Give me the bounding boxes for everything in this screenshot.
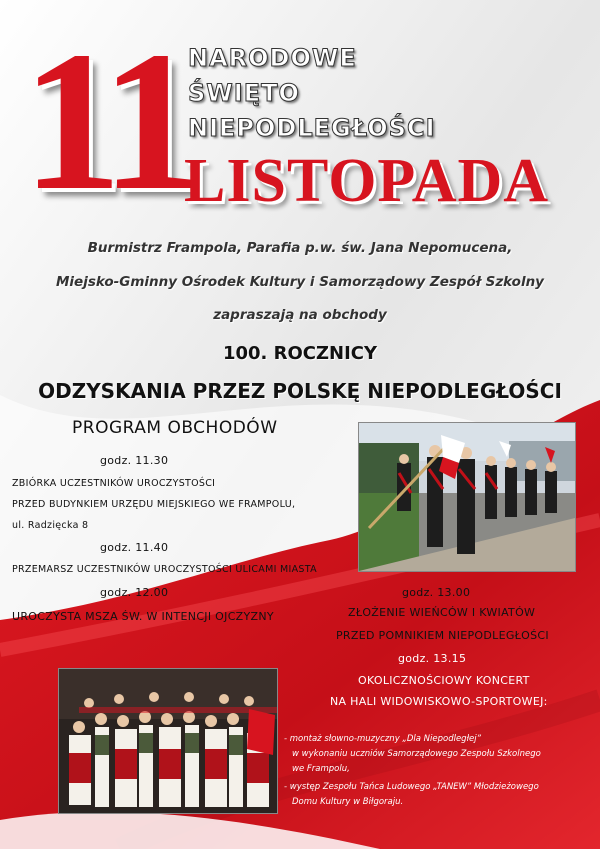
event-gathering-place: PRZED BUDYNKIEM URZĘDU MIEJSKIEGO WE FRAMPOLU, [12,499,296,510]
event-wreaths-place: PRZED POMNIKIEM NIEPODLEGŁOŚCI [336,629,549,642]
time-1200: godz. 12.00 [100,586,169,599]
invitation-line-3: zapraszają na obchody [213,307,387,323]
event-concert: OKOLICZNOŚCIOWY KONCERT [358,674,530,687]
event-gathering: ZBIÓRKA UCZESTNIKÓW UROCZYSTOŚCI [12,478,216,489]
time-1300: godz. 13.00 [402,586,471,599]
title-line-2: ŚWIĘTO [188,79,300,107]
month-title: LISTOPADA [184,147,550,215]
note-line-2: w wykonaniu uczniów Samorządowego Zespołu Szkolnego [292,749,541,759]
title-line-1: NARODOWE [188,44,357,72]
day-number: 11 [22,11,191,232]
event-gathering-address: ul. Radzięcka 8 [12,520,89,531]
note-line-1: - montaż słowno-muzyczny „Dla Niepodległej” [284,734,482,744]
headline-independence: ODZYSKANIA PRZEZ POLSKĘ NIEPODLEGŁOŚCI [38,379,562,403]
headline-anniversary: 100. ROCZNICY [222,343,378,364]
parade-photo [358,422,576,572]
folk-group-photo [58,668,278,814]
note-line-3: we Frampolu, [292,764,350,774]
program-title: PROGRAM OBCHODÓW [72,418,278,438]
time-1315: godz. 13.15 [398,652,467,665]
event-concert-place: NA HALI WIDOWISKOWO-SPORTOWEJ: [330,695,548,708]
time-1130: godz. 11.30 [100,454,169,467]
event-mass: UROCZYSTA MSZA ŚW. W INTENCJI OJCZYZNY [12,610,274,623]
time-1140: godz. 11.40 [100,541,169,554]
note-line-5: Domu Kultury w Biłgoraju. [292,797,404,807]
invitation-line-1: Burmistrz Frampola, Parafia p.w. św. Jana Nepomucena, [87,240,513,256]
title-line-3: NIEPODLEGŁOŚCI [188,114,436,142]
event-march: PRZEMARSZ UCZESTNIKÓW UROCZYSTOŚCI ULICAMI MIASTA [12,564,317,575]
event-wreaths: ZŁOŻENIE WIEŃCÓW I KWIATÓW [348,606,536,619]
invitation-line-2: Miejsko-Gminny Ośrodek Kultury i Samorządowy Zespół Szkolny [56,274,544,290]
note-line-4: - występ Zespołu Tańca Ludowego „TANEW” Młodzieżowego [284,782,539,792]
